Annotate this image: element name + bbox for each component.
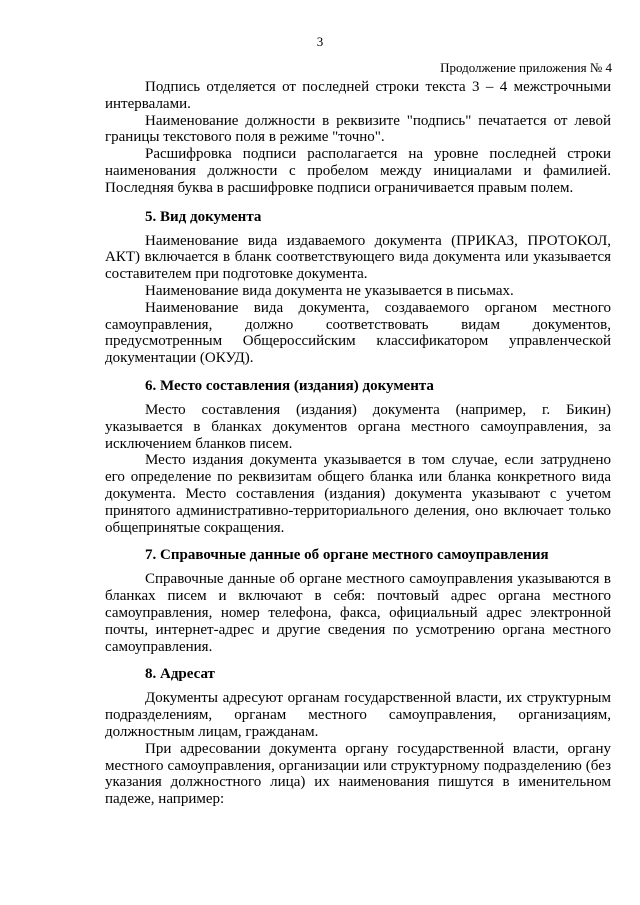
paragraph-place-of-issue-2: Место издания документа указывается в том случае, если затруднено его определение по реквизитам общего бланка или бланка конкретного вида документа. Место составления (издания) документа указывают с учетом принятого административно-территориального деления, оно включает только общепринятые сокращения. [105,452,611,536]
paragraph-document-type-2: Наименование вида документа не указывается в письмах. [145,282,514,299]
appendix-continuation-note: Продолжение приложения № 4 [440,60,612,75]
paragraph-signature-spacing: Подпись отделяется от последней строки текста 3 – 4 межстрочными интервалами. [105,79,611,112]
section-heading-addressee: 8. Адресат [145,666,215,683]
paragraph-addressee-1: Документы адресуют органам государственной власти, их структурным подразделениям, органам местного самоуправления, организациям, должностным лицам, гражданам. [105,690,611,740]
paragraph-signature-decoding: Расшифровка подписи располагается на уровне последней строки наименования должности с пробелом между инициалами и фамилией. Последняя буква в расшифровке подписи ограничивается правым полем. [105,146,611,196]
paragraph-place-of-issue-1: Место составления (издания) документа (например, г. Бикин) указывается в бланках документов органа местного самоуправления, за исключением бланков писем. [105,401,611,452]
section-heading-place-of-issue: 6. Место составления (издания) документа [145,377,434,394]
paragraph-document-type-1: Наименование вида издаваемого документа (ПРИКАЗ, ПРОТОКОЛ, АКТ) включается в бланк соответствующего вида документа или указывается составителем при подготовке документа. [105,232,611,283]
paragraph-document-type-3: Наименование вида документа, создаваемого органом местного самоуправления, должно соответствовать видам документов, предусмотренным Общероссийским классификатором управленческой документации (ОКУД). [105,299,611,367]
page-number: 3 [316,34,324,49]
section-heading-reference-data: 7. Справочные данные об органе местного самоуправления [145,547,549,564]
paragraph-addressee-2: При адресовании документа органу государственной власти, органу местного самоуправления, организации или структурному подразделению (без указания должностного лица) их наименования пишутся в именительном падеже, например: [105,740,611,808]
paragraph-signature-position: Наименование должности в реквизите "подпись" печатается от левой границы текстового поля в режиме "точно". [105,112,611,146]
document-body [105,79,611,808]
section-heading-document-type: 5. Вид документа [145,208,262,225]
paragraph-reference-data: Справочные данные об органе местного самоуправления указываются в бланках писем и включают в себя: почтовый адрес органа местного самоуправления, номер телефона, факса, официальный адрес электронной почты, интернет-адрес и другие сведения по усмотрению органа местного самоуправления. [105,571,611,655]
